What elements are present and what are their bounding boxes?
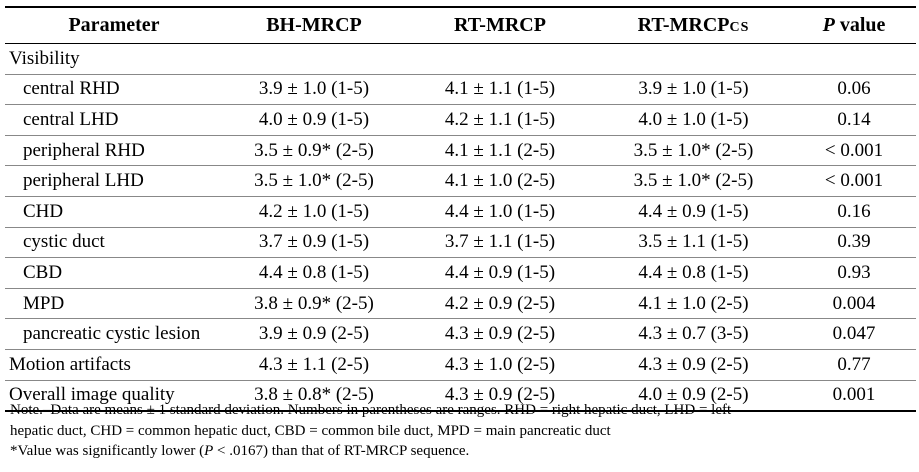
row-label: peripheral LHD	[5, 166, 223, 197]
row-label: central LHD	[5, 105, 223, 136]
note-line-3-end: < .0167) than that of RT-MRCP sequence.	[213, 443, 470, 459]
header-parameter: Parameter	[5, 7, 223, 44]
cell-rtcs: 4.3 ± 0.7 (3-5)	[595, 319, 792, 350]
header-rt-mrcp: RT-MRCP	[405, 7, 595, 44]
header-rt-mrcp-cs-main: RT-MRCP	[637, 14, 730, 36]
cell-p: 0.047	[792, 319, 916, 350]
header-p-italic: P	[822, 14, 835, 36]
table-row	[5, 288, 916, 319]
cell-rtcs: 4.1 ± 1.0 (2-5)	[595, 288, 792, 319]
table-row	[5, 319, 916, 350]
cell-rt: 4.1 ± 1.1 (1-5)	[405, 74, 595, 105]
cell-bh: 3.9 ± 0.9 (2-5)	[223, 319, 405, 350]
group-label-visibility: Visibility	[5, 44, 916, 75]
cell-p: 0.93	[792, 258, 916, 289]
header-p-value	[792, 7, 916, 44]
cell-bh: 3.8 ± 0.9* (2-5)	[223, 288, 405, 319]
row-label: Overall image quality	[5, 380, 223, 411]
note-line-3	[10, 441, 910, 462]
cell-rt: 4.3 ± 0.9 (2-5)	[405, 380, 595, 411]
header-p-rest: value	[834, 14, 886, 36]
cell-rtcs: 4.3 ± 0.9 (2-5)	[595, 349, 792, 380]
cell-rtcs: 3.9 ± 1.0 (1-5)	[595, 74, 792, 105]
table-body	[5, 44, 916, 412]
cell-p: 0.77	[792, 349, 916, 380]
cell-bh: 4.0 ± 0.9 (1-5)	[223, 105, 405, 136]
table-row	[5, 74, 916, 105]
cell-bh: 3.8 ± 0.8* (2-5)	[223, 380, 405, 411]
note-line-1: Note.–Data are means ± 1 standard deviation. Numbers in parentheses are ranges. RHD = right hepatic duct, LHD = left	[10, 402, 732, 418]
table-row	[5, 166, 916, 197]
row-label: MPD	[5, 288, 223, 319]
cell-bh: 4.4 ± 0.8 (1-5)	[223, 258, 405, 289]
cell-p: 0.39	[792, 227, 916, 258]
cell-rt: 4.1 ± 1.1 (2-5)	[405, 135, 595, 166]
note-line-3-start: *Value was significantly lower (	[10, 443, 205, 459]
cell-p: 0.14	[792, 105, 916, 136]
cell-rt: 4.1 ± 1.0 (2-5)	[405, 166, 595, 197]
note-line-2: hepatic duct, CHD = common hepatic duct, CBD = common bile duct, MPD = main pancreatic duct	[10, 422, 611, 439]
note-line-3-p: P	[204, 443, 214, 459]
row-label: cystic duct	[5, 227, 223, 258]
table-row	[5, 349, 916, 380]
cell-rtcs: 3.5 ± 1.1 (1-5)	[595, 227, 792, 258]
results-table	[5, 6, 916, 412]
table-row	[5, 227, 916, 258]
cell-p: < 0.001	[792, 135, 916, 166]
row-label: CHD	[5, 196, 223, 227]
header-rt-mrcp-cs	[595, 7, 792, 44]
header-bh-mrcp: BH-MRCP	[223, 7, 405, 44]
cell-rt: 4.3 ± 1.0 (2-5)	[405, 349, 595, 380]
row-label: pancreatic cystic lesion	[5, 319, 223, 350]
row-label: CBD	[5, 258, 223, 289]
cell-rtcs: 4.0 ± 0.9 (2-5)	[595, 380, 792, 411]
group-row-visibility	[5, 44, 916, 75]
row-label: Motion artifacts	[5, 349, 223, 380]
cell-rtcs: 3.5 ± 1.0* (2-5)	[595, 135, 792, 166]
cell-rt: 4.2 ± 1.1 (1-5)	[405, 105, 595, 136]
cell-rtcs: 4.4 ± 0.9 (1-5)	[595, 196, 792, 227]
cell-p: 0.004	[792, 288, 916, 319]
cell-bh: 3.5 ± 0.9* (2-5)	[223, 135, 405, 166]
table-header	[5, 7, 916, 44]
cell-p: 0.06	[792, 74, 916, 105]
table-row	[5, 135, 916, 166]
table-row	[5, 258, 916, 289]
row-label: central RHD	[5, 74, 223, 105]
cell-p: 0.001	[792, 380, 916, 411]
cell-rtcs: 3.5 ± 1.0* (2-5)	[595, 166, 792, 197]
cell-rtcs: 4.4 ± 0.8 (1-5)	[595, 258, 792, 289]
header-rt-mrcp-cs-subscript: CS	[729, 20, 750, 35]
cell-bh: 4.2 ± 1.0 (1-5)	[223, 196, 405, 227]
cell-rt: 4.2 ± 0.9 (2-5)	[405, 288, 595, 319]
cell-rt: 3.7 ± 1.1 (1-5)	[405, 227, 595, 258]
cell-bh: 3.5 ± 1.0* (2-5)	[223, 166, 405, 197]
cell-rtcs: 4.0 ± 1.0 (1-5)	[595, 105, 792, 136]
cell-bh: 4.3 ± 1.1 (2-5)	[223, 349, 405, 380]
table-notes	[10, 400, 910, 462]
cell-rt: 4.3 ± 0.9 (2-5)	[405, 319, 595, 350]
cell-p: 0.16	[792, 196, 916, 227]
cell-rt: 4.4 ± 0.9 (1-5)	[405, 258, 595, 289]
table-row	[5, 105, 916, 136]
table-row	[5, 196, 916, 227]
cell-bh: 3.9 ± 1.0 (1-5)	[223, 74, 405, 105]
cell-bh: 3.7 ± 0.9 (1-5)	[223, 227, 405, 258]
cell-p: < 0.001	[792, 166, 916, 197]
row-label: peripheral RHD	[5, 135, 223, 166]
cell-rt: 4.4 ± 1.0 (1-5)	[405, 196, 595, 227]
